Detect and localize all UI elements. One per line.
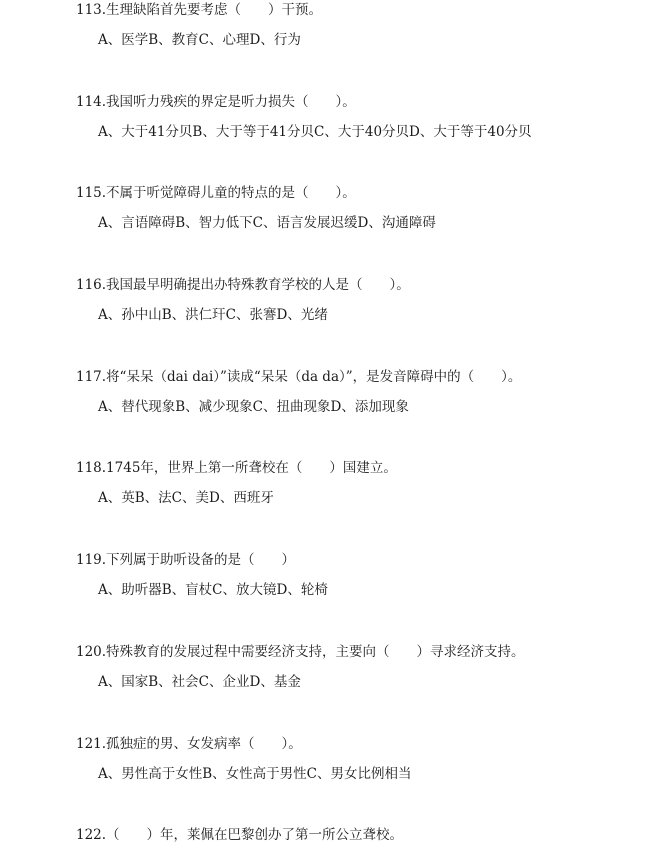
question-stem: 117.将“呆呆（dai dai）”读成“呆呆（da da）”，是发音障碍中的（ ）。 xyxy=(76,369,522,385)
question-stem: 119.下列属于助听设备的是（ ） xyxy=(76,552,296,568)
question-options: A、替代现象B、减少现象C、扭曲现象D、添加现象 xyxy=(98,399,409,415)
question-options: A、英B、法C、美D、西班牙 xyxy=(98,490,274,506)
question-options: A、孙中山B、洪仁玕C、张謇D、光绪 xyxy=(98,307,328,323)
question-stem: 116.我国最早明确提出办特殊教育学校的人是（ ）。 xyxy=(76,277,410,293)
question-options: A、国家B、社会C、企业D、基金 xyxy=(98,674,301,690)
question-options: A、大于41分贝B、大于等于41分贝C、大于40分贝D、大于等于40分贝 xyxy=(98,124,532,140)
question-stem: 113.生理缺陷首先要考虑（ ）干预。 xyxy=(76,2,323,18)
question-options: A、助听器B、盲杖C、放大镜D、轮椅 xyxy=(98,582,328,598)
question-stem: 115.不属于听觉障碍儿童的特点的是（ ）。 xyxy=(76,185,356,201)
question-stem: 121.孤独症的男、女发病率（ ）。 xyxy=(76,736,302,752)
question-options: A、言语障碍B、智力低下C、语言发展迟缓D、沟通障碍 xyxy=(98,215,436,231)
question-stem: 118.1745年，世界上第一所聋校在（ ）国建立。 xyxy=(76,460,397,476)
question-stem: 114.我国听力残疾的界定是听力损失（ ）。 xyxy=(76,94,356,110)
question-stem: 120.特殊教育的发展过程中需要经济支持，主要向（ ）寻求经济支持。 xyxy=(76,644,525,660)
question-stem: 122.（ ）年，莱佩在巴黎创办了第一所公立聋校。 xyxy=(76,827,404,843)
question-options: A、医学B、教育C、心理D、行为 xyxy=(98,32,301,48)
question-options: A、男性高于女性B、女性高于男性C、男女比例相当 xyxy=(98,766,412,782)
